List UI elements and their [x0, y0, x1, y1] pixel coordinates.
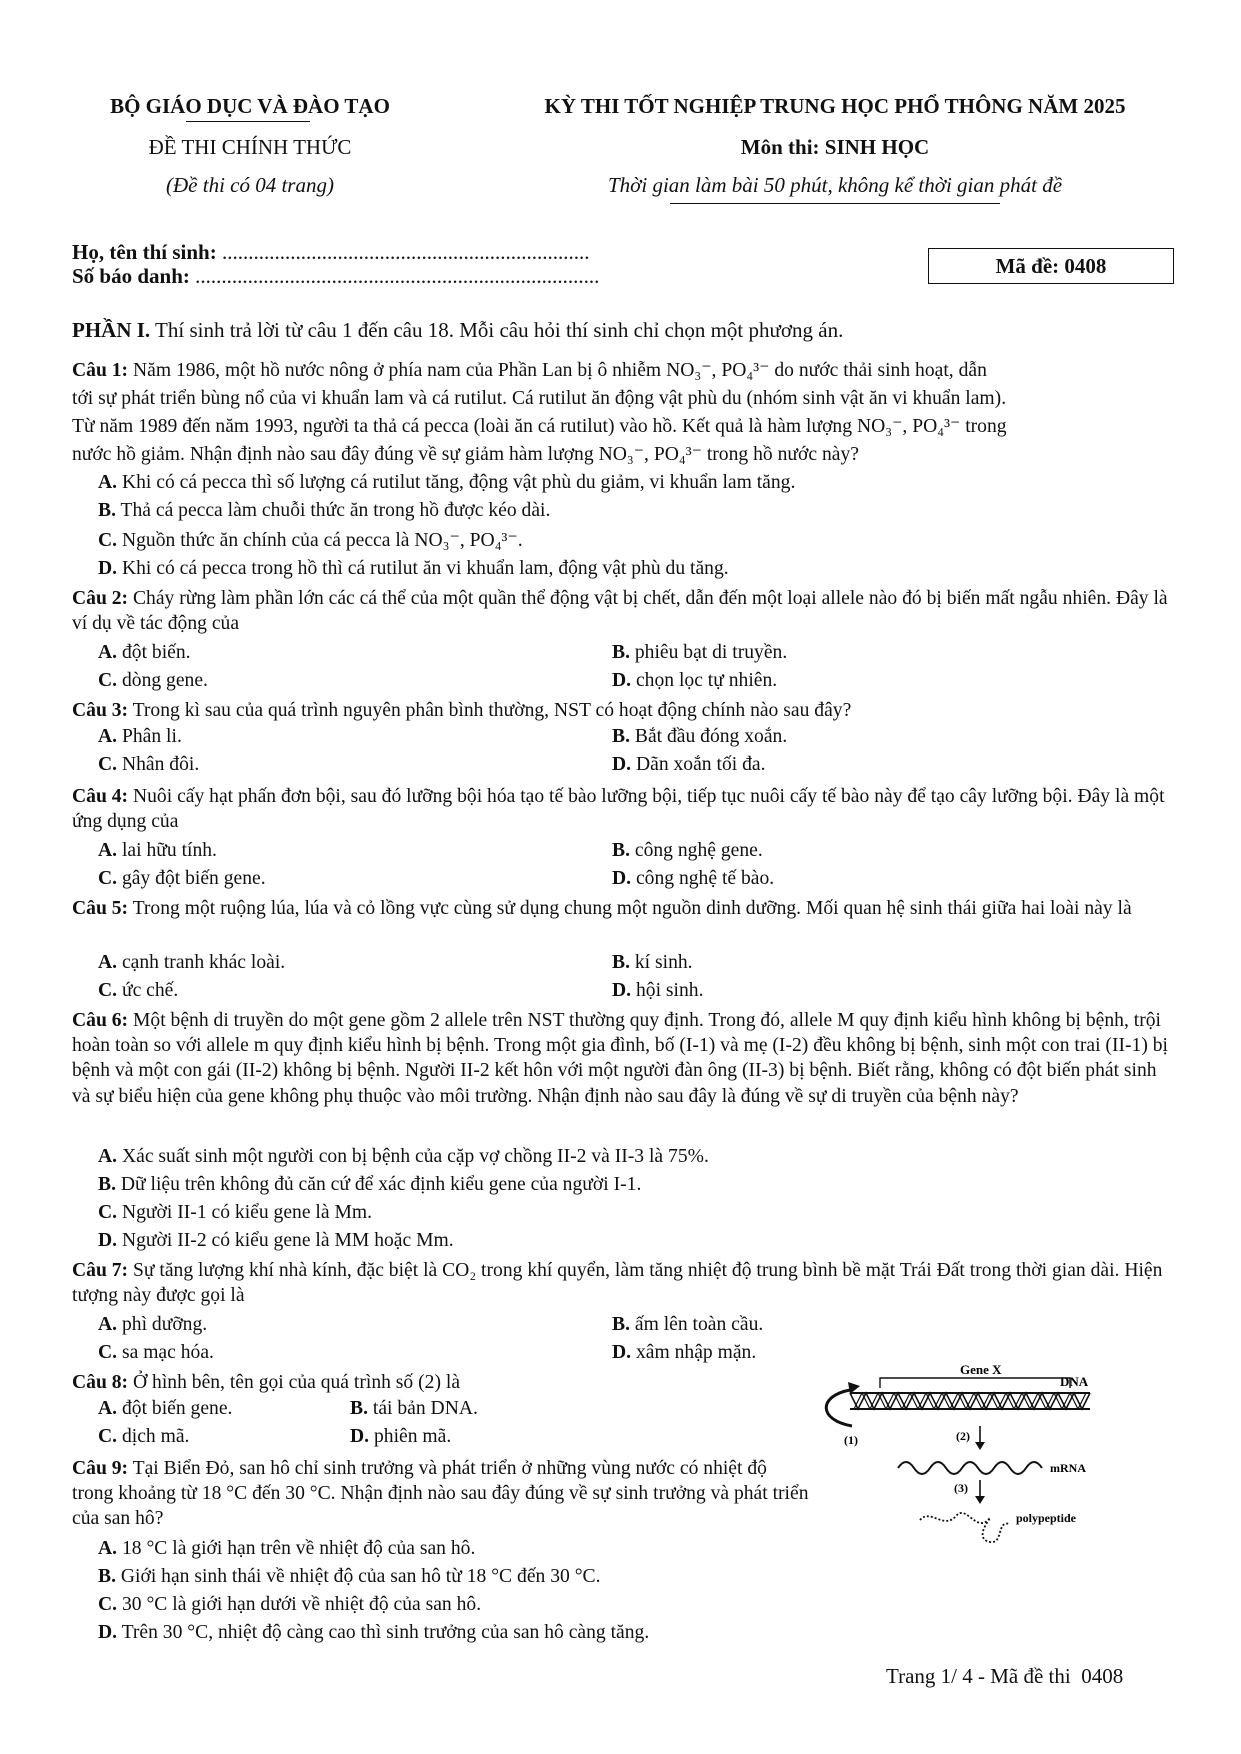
- gene-bracket: [880, 1378, 1070, 1388]
- part1-title: PHẦN I.: [72, 318, 151, 342]
- page-footer: Trang 1/ 4 - Mã đề thi 0408: [886, 1664, 1124, 1688]
- ministry-name: BỘ GIÁO DỤC VÀ ĐÀO TẠO: [110, 94, 390, 118]
- q1-text-6: nước hồ giảm. Nhận định nào sau đây đúng về sự giảm hàm lượng: [72, 444, 594, 465]
- q2-label: Câu 2:: [72, 588, 129, 609]
- q6-label: Câu 6:: [72, 1010, 129, 1031]
- q9-option-b[interactable]: B. Giới hạn sinh thái về nhiệt độ của san hô từ 18 °C đến 30 °C.: [98, 1566, 601, 1587]
- q5-option-a[interactable]: A. cạnh tranh khác loài.: [98, 952, 286, 973]
- q1-option-c[interactable]: C. Nguồn thức ăn chính của cá pecca là NO₃⁻, PO₄³⁻.: [98, 530, 523, 551]
- q1-option-a[interactable]: A. Khi có cá pecca thì số lượng cá rutilut tăng, động vật phù du giảm, vi khuẩn lam tăng.: [98, 472, 796, 493]
- q5-option-d[interactable]: D. hội sinh.: [612, 980, 704, 1001]
- q6-option-d[interactable]: D. Người II-2 có kiểu gene là MM hoặc Mm.: [98, 1230, 454, 1251]
- ministry-underline: [186, 121, 310, 122]
- q1-text-7: trong hồ nước này?: [706, 444, 859, 465]
- q1-ions-3: NO₃⁻, PO₄³⁻: [598, 444, 702, 465]
- q1-text-2: do nước thải sinh hoạt, dẫn: [774, 360, 987, 381]
- candidate-id-dots[interactable]: .............................................................................: [195, 264, 600, 288]
- q8-option-a[interactable]: A. đột biến gene.: [98, 1398, 233, 1419]
- exam-code-value: 0408: [1064, 254, 1107, 278]
- q1-text-1: Năm 1986, một hồ nước nông ở phía nam của Phần Lan bị ô nhiễm: [132, 360, 662, 381]
- time-underline: [670, 203, 1000, 204]
- subject: Môn thi: SINH HỌC: [740, 135, 930, 159]
- q2-text: Cháy rừng làm phần lớn các cá thể của một quần thể động vật bị chết, dẫn đến một loại allele nào đó bị biến mất ngẫu nhiên. Đây là ví dụ về tác động của: [72, 588, 1168, 635]
- q7-option-d[interactable]: D. xâm nhập mặn.: [612, 1342, 757, 1363]
- q1-text-5: trong: [965, 416, 1007, 437]
- q4-option-b[interactable]: B. công nghệ gene.: [612, 840, 763, 861]
- q6-option-c[interactable]: C. Người II-1 có kiểu gene là Mm.: [98, 1202, 373, 1223]
- q3-text: Trong kì sau của quá trình nguyên phân bình thường, NST có hoạt động chính nào sau đây?: [132, 700, 852, 721]
- q1-line4: [72, 442, 859, 467]
- q5-stem: [72, 896, 1172, 921]
- q2-option-a[interactable]: A. đột biến.: [98, 642, 191, 663]
- q1-text-4: Từ năm 1989 đến năm 1993, người ta thả cá pecca (loài ăn cá rutilut) vào hồ. Kết quả là hàm lượng: [72, 416, 853, 437]
- q5-option-b[interactable]: B. kí sinh.: [612, 952, 693, 973]
- q5-text: Trong một ruộng lúa, lúa và cỏ lồng vực cùng sử dụng chung một nguồn dinh dưỡng. Mối quan hệ sinh thái giữa hai loài này là: [132, 898, 1132, 919]
- q2-stem: [72, 586, 1172, 636]
- q4-option-c[interactable]: C. gây đột biến gene.: [98, 868, 266, 889]
- q1-label: Câu 1:: [72, 360, 129, 381]
- q4-option-a[interactable]: A. lai hữu tính.: [98, 840, 217, 861]
- q9-stem: [72, 1456, 810, 1532]
- q4-label: Câu 4:: [72, 786, 129, 807]
- q1-ions-2: NO₃⁻, PO₄³⁻: [856, 416, 961, 437]
- replication-arrow: [826, 1390, 852, 1426]
- q9-label: Câu 9:: [72, 1458, 129, 1479]
- candidate-id-label: Số báo danh:: [72, 264, 190, 288]
- transcription-arrowhead: [975, 1442, 985, 1450]
- exam-code: [929, 249, 1173, 283]
- official-label: ĐỀ THI CHÍNH THỨC: [148, 135, 352, 159]
- q5-label: Câu 5:: [72, 898, 129, 919]
- q6-option-b[interactable]: B. Dữ liệu trên không đủ căn cứ để xác định kiểu gene của người I-1.: [98, 1174, 642, 1195]
- q5-option-c[interactable]: C. ức chế.: [98, 980, 179, 1001]
- q4-option-d[interactable]: D. công nghệ tế bào.: [612, 868, 775, 889]
- q1-option-b[interactable]: B. Thả cá pecca làm chuỗi thức ăn trong hồ được kéo dài.: [98, 500, 551, 521]
- gene-label: Gene X: [960, 1362, 1002, 1377]
- q3-label: Câu 3:: [72, 700, 129, 721]
- polypeptide-chain: [920, 1513, 1010, 1542]
- q3-option-a[interactable]: A. Phân li.: [98, 726, 182, 747]
- candidate-name-label: Họ, tên thí sinh:: [72, 240, 217, 264]
- q7-option-a[interactable]: A. phì dưỡng.: [98, 1314, 208, 1335]
- q1-ions-1: NO₃⁻, PO₄³⁻: [666, 360, 770, 381]
- q3-option-d[interactable]: D. Dãn xoắn tối đa.: [612, 754, 766, 775]
- q9-text: Tại Biển Đỏ, san hô chỉ sinh trưởng và phát triển ở những vùng nước có nhiệt độ trong khoảng từ 18 °C đến 30 °C. Nhận định nào sau đây đúng về sự sinh trưởng và phát triển của san hô?: [72, 1458, 809, 1530]
- q8-option-b[interactable]: B. tái bản DNA.: [350, 1398, 478, 1419]
- q8-stem: [72, 1370, 460, 1395]
- q7-label: Câu 7:: [72, 1260, 129, 1281]
- q1-option-d[interactable]: D. Khi có cá pecca trong hồ thì cá rutilut ăn vi khuẩn lam, động vật phù du tăng.: [98, 558, 729, 579]
- q8-option-d[interactable]: D. phiên mã.: [350, 1426, 452, 1447]
- q7-stem: [72, 1258, 1172, 1308]
- q9-option-d[interactable]: D. Trên 30 °C, nhiệt độ càng cao thì sinh trưởng của san hô càng tăng.: [98, 1622, 650, 1643]
- candidate-name-row: [72, 240, 589, 265]
- q3-option-b[interactable]: B. Bắt đầu đóng xoắn.: [612, 726, 788, 747]
- part1-instruction: [72, 318, 843, 343]
- q9-option-c[interactable]: C. 30 °C là giới hạn dưới về nhiệt độ của san hô.: [98, 1594, 482, 1615]
- q4-text: Nuôi cấy hạt phấn đơn bội, sau đó lưỡng bội hóa tạo tế bào lưỡng bội, tiếp tục nuôi cấy tế bào này để tạo cây lưỡng bội. Đây là một ứng dụng của: [72, 786, 1165, 833]
- q6-option-a[interactable]: A. Xác suất sinh một người con bị bệnh của cặp vợ chồng II-2 và II-3 là 75%.: [98, 1146, 709, 1167]
- q1-line1: [72, 358, 987, 383]
- q7-option-c[interactable]: C. sa mạc hóa.: [98, 1342, 214, 1363]
- q8-text: Ở hình bên, tên gọi của quá trình số (2) là: [132, 1372, 461, 1393]
- q2-option-c[interactable]: C. dòng gene.: [98, 670, 208, 691]
- exam-code-label: Mã đề:: [995, 254, 1060, 278]
- q6-text: Một bệnh di truyền do một gene gồm 2 allele trên NST thường quy định. Trong đó, allele M quy định kiểu hình không bị bệnh, trội hoàn toàn so với allele m quy định kiểu hình bị bệnh. Trong một gia đình, bố (I-1) và mẹ (I-2) đều không bị bệnh, sinh một con trai (II-1) bị bệnh và một con gái (II-2) không bị bệnh. Người II-2 kết hôn với một người đàn ông (II-3) bị bệnh. Biết rằng, không có đột biến phát sinh và sự biểu hiện của gene không phụ thuộc vào môi trường. Nhận định nào sau đây là đúng về sự di truyền của bệnh này?: [72, 1010, 1168, 1107]
- q7-option-b[interactable]: B. ấm lên toàn cầu.: [612, 1314, 764, 1335]
- candidate-name-dots[interactable]: ......................................................................: [221, 240, 590, 264]
- q2-option-b[interactable]: B. phiêu bạt di truyền.: [612, 642, 788, 663]
- q3-option-c[interactable]: C. Nhân đôi.: [98, 754, 200, 775]
- gene-expression-figure: [820, 1360, 1150, 1550]
- step3-label: (3): [954, 1481, 968, 1495]
- time-note: Thời gian làm bài 50 phút, không kể thời gian phát đề: [607, 173, 1063, 197]
- q1-line3: [72, 414, 1007, 439]
- mrna-label: mRNA: [1050, 1461, 1086, 1475]
- step1-label: (1): [844, 1433, 858, 1447]
- mrna-strand: [898, 1462, 1042, 1474]
- part1-text: Thí sinh trả lời từ câu 1 đến câu 18. Mỗi câu hỏi thí sinh chỉ chọn một phương án.: [155, 318, 844, 342]
- q6-stem: [72, 1008, 1172, 1109]
- exam-code-box: [928, 248, 1174, 284]
- q2-option-d[interactable]: D. chọn lọc tự nhiên.: [612, 670, 778, 691]
- q8-option-c[interactable]: C. dịch mã.: [98, 1426, 190, 1447]
- q9-option-a[interactable]: A. 18 °C là giới hạn trên về nhiệt độ của san hô.: [98, 1538, 476, 1559]
- q3-stem: [72, 698, 1172, 723]
- q1-line2: tới sự phát triển bùng nổ của vi khuẩn lam và cá rutilut. Cá rutilut ăn động vật phù du (nhóm sinh vật ăn vi khuẩn lam).: [72, 388, 1007, 409]
- q8-label: Câu 8:: [72, 1372, 129, 1393]
- q4-stem: [72, 784, 1172, 834]
- translation-arrowhead: [975, 1496, 985, 1504]
- step2-label: (2): [956, 1429, 970, 1443]
- candidate-id-row: [72, 264, 599, 289]
- exam-title: KỲ THI TỐT NGHIỆP TRUNG HỌC PHỔ THÔNG NĂM 2025: [544, 94, 1126, 118]
- q7-text: Sự tăng lượng khí nhà kính, đặc biệt là CO₂ trong khí quyển, làm tăng nhiệt độ trung bình bề mặt Trái Đất trong thời gian dài. Hiện tượng này được gọi là: [72, 1260, 1163, 1307]
- pages-note: (Đề thi có 04 trang): [166, 173, 334, 197]
- polypeptide-label: polypeptide: [1016, 1511, 1077, 1525]
- dna-label: DNA: [1060, 1374, 1089, 1389]
